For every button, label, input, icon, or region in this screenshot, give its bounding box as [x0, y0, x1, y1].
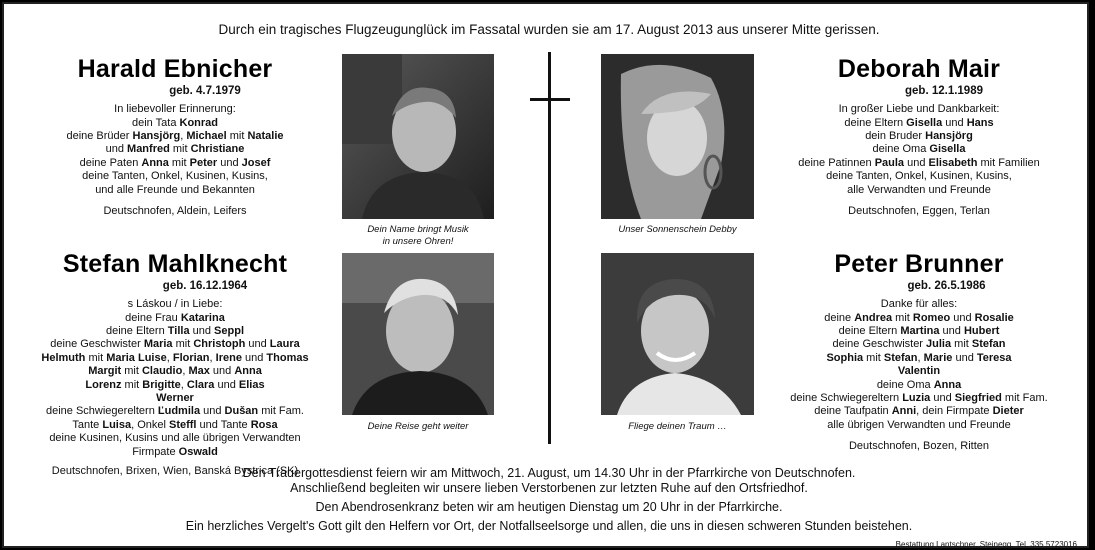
- mourner-line: [762, 325, 1076, 338]
- mourner-name: Brigitte: [142, 378, 181, 391]
- person-name: Peter Brunner: [834, 250, 1004, 278]
- mourner-line: [12, 312, 338, 325]
- intro-text: In großer Liebe und Dankbarkeit:: [838, 103, 1000, 115]
- mourner-text: mit: [168, 156, 190, 169]
- mourner-text: ,: [917, 351, 924, 364]
- mourner-name: Romeo: [912, 311, 951, 324]
- rosary-info: Den Abendrosenkranz beten wir am heutigen Dienstag um 20 Uhr in der Pfarrkirche.: [315, 500, 783, 514]
- mourner-name: Hubert: [963, 324, 1000, 337]
- mourner-text: deine Eltern: [838, 324, 901, 337]
- headline: Durch ein tragisches Flugzeugunglück im Fassatal wurden sie am 17. August 2013 aus unserer Mitte gerissen.: [218, 22, 880, 37]
- mourner-line: [762, 170, 1076, 183]
- mourner-text: mit: [85, 351, 107, 364]
- mourner-line: [762, 352, 1076, 365]
- mourner-name: Natalie: [247, 129, 284, 142]
- mourner-text: mit: [226, 129, 248, 142]
- mourner-name: Maria Luise: [106, 351, 167, 364]
- person-stefan: [12, 249, 338, 478]
- mourner-text: alle Verwandten und Freunde: [847, 183, 991, 196]
- mourner-line: [762, 143, 1076, 156]
- mourner-text: dein Bruder: [865, 129, 926, 142]
- mourner-text: mit Familien: [977, 156, 1040, 169]
- mourner-text: deine Eltern: [844, 116, 907, 129]
- mourner-text: , Onkel: [131, 418, 169, 431]
- person-peter: [762, 249, 1076, 454]
- mourner-name: Christoph: [193, 338, 246, 351]
- caption-text: Dein Name bringt Musik in unsere Ohren!: [367, 224, 469, 247]
- mourner-text: deine Schwiegereltern: [790, 391, 903, 404]
- mourner-text: deine Patinnen: [798, 156, 875, 169]
- mourner-text: und: [939, 324, 964, 337]
- mourner-name: Stefan: [971, 338, 1006, 351]
- mourner-name: Christiane: [190, 143, 245, 156]
- mourner-name: Valentin: [897, 365, 941, 378]
- person-name: Deborah Mair: [837, 55, 1001, 83]
- mourner-text: mit: [121, 365, 142, 378]
- mourner-text: deine: [824, 311, 855, 324]
- funeral-home-imprint: Bestattung Lantschner, Steinegg, Tel. 335 5723016: [895, 540, 1077, 549]
- mourner-text: und: [930, 391, 955, 404]
- mourner-text: und: [217, 156, 242, 169]
- mourner-text: deine Geschwister: [50, 338, 144, 351]
- photo-caption: [342, 224, 494, 247]
- birth-date: geb. 26.5.1986: [907, 280, 986, 292]
- birth-date: geb. 12.1.1989: [905, 85, 983, 97]
- mourner-text: deine Frau: [125, 311, 181, 324]
- mourner-name: Ľudmila: [157, 405, 201, 418]
- person-harald: [18, 54, 332, 218]
- mourner-text: und: [209, 365, 235, 378]
- mourner-name: Irene: [215, 351, 242, 364]
- mourner-text: dein Tata: [131, 116, 180, 129]
- mourner-name: Max: [188, 365, 210, 378]
- mourner-line: [12, 365, 338, 378]
- mourner-name: Sophia: [826, 351, 864, 364]
- photo-caption: [342, 421, 494, 433]
- photo-stefan: [342, 253, 494, 415]
- mourner-line: [762, 184, 1076, 197]
- mourner-name: Luzia: [902, 391, 931, 404]
- mourner-text: und: [904, 156, 929, 169]
- mourner-name: Rosalie: [974, 311, 1014, 324]
- mourner-name: Siegfried: [954, 391, 1002, 404]
- mourner-line: [18, 184, 332, 197]
- mourner-text: und: [950, 311, 975, 324]
- mourner-text: und alle Freunde und Bekannten: [95, 183, 255, 196]
- mourner-name: Anna: [141, 156, 169, 169]
- mourner-name: Hans: [966, 116, 994, 129]
- mourner-line: [18, 170, 332, 183]
- mourner-text: ,: [180, 378, 187, 391]
- mourner-text: mit Fam.: [258, 405, 304, 418]
- mourner-text: mit: [169, 143, 191, 156]
- mourner-name: Anni: [891, 405, 917, 418]
- birth-date: geb. 4.7.1979: [169, 85, 241, 97]
- mourner-line: [762, 392, 1076, 405]
- mourner-line: [12, 338, 338, 351]
- mourner-text: und: [952, 351, 977, 364]
- mourner-name: Elisabeth: [928, 156, 978, 169]
- mourner-text: deine Tanten, Onkel, Kusinen, Kusins,: [82, 170, 268, 183]
- mourner-name: Peter: [189, 156, 218, 169]
- mourner-line: [18, 157, 332, 170]
- obituary-page: [4, 4, 1087, 549]
- mourner-name: Hansjörg: [925, 129, 973, 142]
- mourner-name: Thomas: [266, 351, 309, 364]
- mourner-line: [762, 338, 1076, 351]
- caption-text: Unser Sonnenschein Debby: [618, 224, 737, 235]
- mourner-text: und: [105, 143, 128, 156]
- mourner-name: Claudio: [141, 365, 183, 378]
- mourner-text: alle übrigen Verwandten und Freunde: [827, 418, 1011, 431]
- mourner-name: Julia: [926, 338, 952, 351]
- mourner-name: Dušan: [224, 405, 259, 418]
- mourner-line: [762, 157, 1076, 170]
- mourner-text: mit: [863, 351, 884, 364]
- places: Deutschnofen, Eggen, Terlan: [848, 204, 990, 217]
- mourner-text: deine Brüder: [66, 129, 133, 142]
- mourner-text: und Tante: [196, 418, 251, 431]
- service-info: Den Trauergottesdienst feiern wir am Mittwoch, 21. August, um 14.30 Uhr in der Pfarrkirche von Deutschnofen.: [242, 466, 856, 480]
- mourner-name: Katarina: [180, 311, 225, 324]
- person-deborah: [762, 54, 1076, 218]
- caption-text: Fliege deinen Traum …: [628, 421, 727, 432]
- mourner-text: , dein Firmpate: [916, 405, 993, 418]
- mourner-text: ,: [209, 351, 216, 364]
- mourner-line: [12, 392, 338, 405]
- mourner-text: deine Geschwister: [832, 338, 927, 351]
- places: Deutschnofen, Aldein, Leifers: [103, 204, 247, 217]
- mourner-name: Marie: [923, 351, 953, 364]
- caption-text: Deine Reise geht weiter: [367, 421, 469, 432]
- intro-text: s Láskou / in Liebe:: [127, 298, 223, 310]
- mourner-text: und: [245, 338, 270, 351]
- photo-caption: [601, 421, 754, 433]
- photo-harald: [342, 54, 494, 219]
- mourner-text: und: [241, 351, 267, 364]
- birth-date: geb. 16.12.1964: [162, 280, 248, 292]
- mourners-list: [18, 117, 332, 197]
- mourner-text: mit: [121, 378, 143, 391]
- mourner-name: Manfred: [127, 143, 170, 156]
- places: Deutschnofen, Brixen, Wien, Banská Bystrica (SK): [51, 464, 299, 477]
- thanks-text: Ein herzliches Vergelt's Gott gilt den Helfern vor Ort, der Notfallseelsorge und allen, die uns in diesen schweren Stunden beistehen.: [185, 519, 913, 533]
- mourner-line: [18, 117, 332, 130]
- mourner-text: ,: [182, 365, 189, 378]
- mourner-line: [762, 419, 1076, 432]
- mourner-line: [12, 419, 338, 432]
- mourner-text: mit: [951, 338, 972, 351]
- mourner-line: [762, 365, 1076, 378]
- mourners-list: [12, 312, 338, 459]
- mourner-text: deine Oma: [872, 143, 930, 156]
- mourner-name: Martina: [900, 324, 940, 337]
- person-name: Stefan Mahlknecht: [62, 250, 288, 278]
- mourner-name: Michael: [186, 129, 227, 142]
- mourner-name: Laura: [269, 338, 300, 351]
- mourner-line: [762, 405, 1076, 418]
- photo-deborah: [601, 54, 754, 219]
- mourner-text: und: [214, 378, 239, 391]
- mourner-name: Lorenz: [85, 378, 122, 391]
- mourner-name: Elias: [238, 378, 265, 391]
- mourner-line: [12, 325, 338, 338]
- mourner-name: Maria: [143, 338, 173, 351]
- places: Deutschnofen, Bozen, Ritten: [848, 440, 990, 453]
- burial-info: Anschließend begleiten wir unsere lieben Verstorbenen zur letzten Ruhe auf den Ortsfriedhof.: [290, 481, 808, 495]
- cross-icon-bar: [530, 98, 570, 101]
- mourner-name: Anna: [234, 365, 262, 378]
- mourner-line: [18, 130, 332, 143]
- mourner-name: Teresa: [976, 351, 1012, 364]
- mourner-text: deine Tanten, Onkel, Kusinen, Kusins,: [826, 170, 1012, 183]
- mourner-text: mit Fam.: [1001, 391, 1048, 404]
- mourner-text: mit: [172, 338, 194, 351]
- mourner-text: deine Paten: [79, 156, 142, 169]
- mourner-text: ,: [166, 351, 173, 364]
- mourner-line: [12, 405, 338, 418]
- mourner-name: Florian: [172, 351, 210, 364]
- mourner-line: [762, 312, 1076, 325]
- mourner-text: deine Eltern: [106, 324, 168, 337]
- mourner-name: Rosa: [250, 418, 278, 431]
- photo-caption: [601, 224, 754, 236]
- mourner-text: Tante: [72, 418, 103, 431]
- mourner-line: [12, 379, 338, 392]
- mourner-text: deine Schwiegereltern: [45, 405, 158, 418]
- intro-text: In liebevoller Erinnerung:: [114, 103, 236, 115]
- mourner-text: Firmpate: [132, 445, 179, 458]
- mourner-name: Stefan: [883, 351, 918, 364]
- mourner-text: mit: [892, 311, 913, 324]
- mourner-text: deine Taufpatin: [814, 405, 892, 418]
- cross-icon: [548, 52, 551, 444]
- mourner-name: Seppl: [214, 324, 244, 337]
- mourner-line: [762, 117, 1076, 130]
- mourner-name: Gisella: [906, 116, 943, 129]
- mourner-name: Anna: [933, 378, 962, 391]
- mourner-name: Gisella: [929, 143, 966, 156]
- mourner-line: [762, 130, 1076, 143]
- mourner-text: deine Oma: [876, 378, 934, 391]
- mourner-text: ,: [180, 129, 187, 142]
- mourner-text: und: [200, 405, 225, 418]
- mourners-list: [762, 312, 1076, 433]
- mourner-name: Dieter: [992, 405, 1024, 418]
- mourner-line: [762, 379, 1076, 392]
- mourner-name: Tilla: [167, 324, 190, 337]
- mourner-name: Luisa: [102, 418, 132, 431]
- person-name: Harald Ebnicher: [77, 55, 273, 83]
- mourner-name: Paula: [874, 156, 905, 169]
- mourner-text: und: [189, 324, 215, 337]
- mourner-name: Konrad: [179, 116, 218, 129]
- mourner-name: Werner: [156, 391, 194, 404]
- mourner-name: Oswald: [178, 445, 218, 458]
- mourner-line: [12, 352, 338, 365]
- mourner-name: Steffl: [168, 418, 197, 431]
- mourner-name: Helmuth: [41, 351, 86, 364]
- mourner-name: Josef: [241, 156, 271, 169]
- mourner-name: Hansjörg: [132, 129, 181, 142]
- mourners-list: [762, 117, 1076, 197]
- mourner-line: [12, 432, 338, 445]
- mourner-text: deine Kusinen, Kusins und alle übrigen Verwandten: [49, 432, 301, 445]
- mourner-line: [18, 143, 332, 156]
- mourner-text: und: [942, 116, 967, 129]
- mourner-line: [12, 446, 338, 459]
- intro-text: Danke für alles:: [880, 298, 958, 310]
- photo-peter: [601, 253, 754, 415]
- mourner-name: Margit: [88, 365, 122, 378]
- mourner-name: Clara: [186, 378, 215, 391]
- mourner-name: Andrea: [854, 311, 893, 324]
